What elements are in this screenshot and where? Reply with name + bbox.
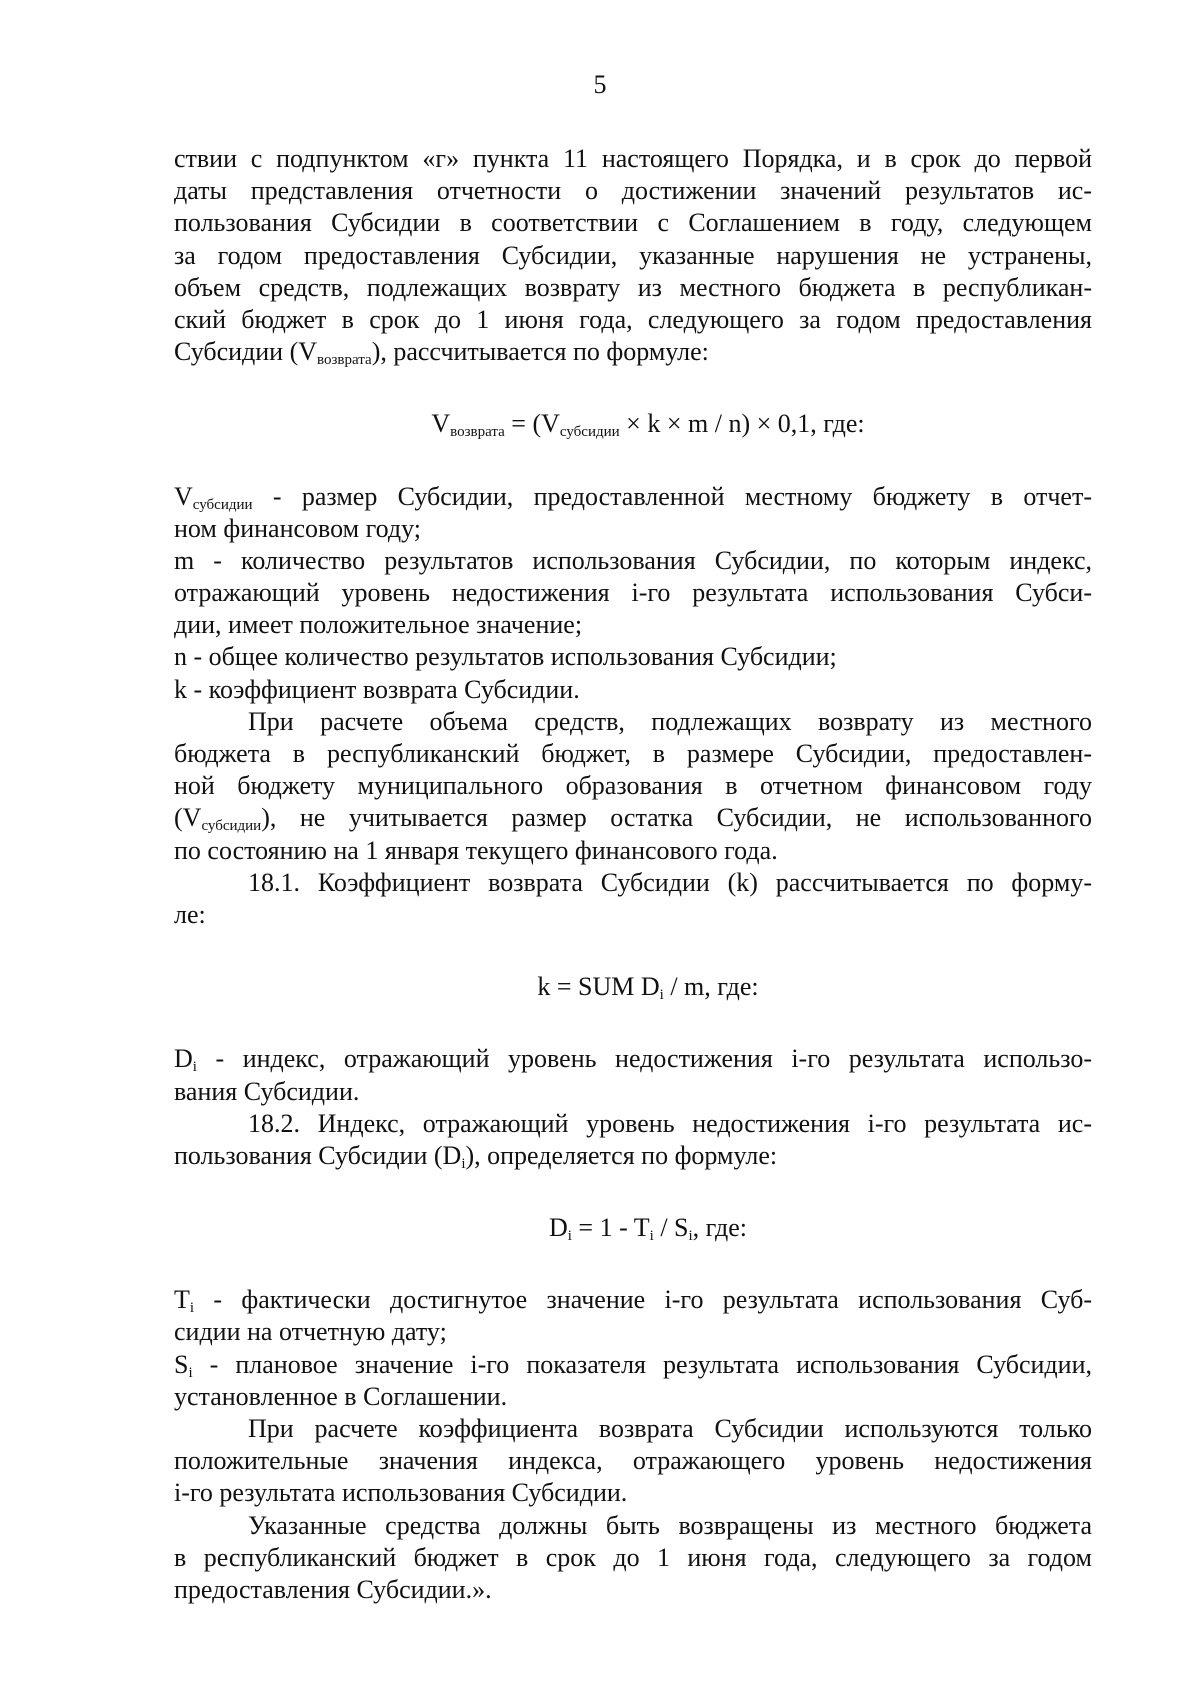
text-line: i-го результата использования Субсидии. (174, 1478, 628, 1508)
definition-k: k - коэффициент возврата Субсидии. (174, 674, 580, 704)
text-line: бюджета в республиканский бюджет, в размере Субсидии, предоставлен- (174, 739, 1092, 768)
text-line: ной бюджету муниципального образования в отчетном финансовом году (174, 771, 1092, 801)
paragraph-start: При расчете коэффициента возврата Субсидии используются только (248, 1414, 1092, 1443)
text-line: пользования Субсидии $(D_i)$, определяется по формуле: (174, 1140, 778, 1172)
text-line: пользования Субсидии в соответствии с Соглашением в году, следующем (174, 208, 1092, 238)
definition-v-subsidy: $V_{субсидии}$ - размер Субсидии, предоставленной местному бюджету в отчет- (174, 481, 1092, 513)
definition-m: m - количество результатов использования Субсидии, по которым индекс, (174, 545, 1092, 575)
text-line: по состоянию на 1 января текущего финансового года. (174, 835, 778, 865)
text-line: Субсидии $(V_{возврата})$, рассчитывается по формуле: (174, 337, 709, 369)
definition-di: $D_i$ - индекс, отражающий уровень недостижения i-го результата использо- (174, 1044, 1092, 1076)
text-line: дии, имеет положительное значение; (174, 610, 583, 640)
definition-n: n - общее количество результатов использования Субсидии; (174, 642, 837, 672)
clause-18-1: 18.1. Коэффициент возврата Субсидии (k) рассчитывается по форму- (248, 867, 1092, 897)
text-line: вания Субсидии. (174, 1076, 360, 1106)
definition-ti: $T_i$ - фактически достигнутое значение i-го результата использования Суб- (174, 1285, 1092, 1317)
text-line: установленное в Соглашении. (174, 1381, 508, 1411)
text-line: $(V_{субсидии})$, не учитывается размер остатка Субсидии, не использованного (174, 803, 1092, 835)
paragraph-start: При расчете объема средств, подлежащих возврату из местного (248, 706, 1092, 736)
text-line: в республиканский бюджет в срок до 1 июня года, следующего за годом (174, 1542, 1092, 1572)
text-line: за годом предоставления Субсидии, указанные нарушения не устранены, (174, 240, 1092, 270)
page-number: 5 (593, 70, 607, 99)
text-line: отражающий уровень недостижения i-го результата использования Субси- (174, 578, 1092, 608)
text-line: сидии на отчетную дату; (174, 1317, 447, 1347)
formula-v-return: $V_{возврата} = (V_{субсидии} \times k \times m / n) \times 0,1$, где: (431, 409, 865, 441)
definition-si: $S_i$ - плановое значение i-го показателя результата использования Субсидии, (174, 1349, 1092, 1381)
text-line: ном финансовом году; (174, 513, 421, 543)
text-line: предоставления Субсидии.». (174, 1574, 492, 1604)
formula-k: k = SUM $D_i$ / m, где: (537, 972, 759, 1004)
clause-18-2: 18.2. Индекс, отражающий уровень недостижения i-го результата ис- (248, 1108, 1092, 1138)
formula-di: $D_i = 1 - T_i / S_i$, где: (548, 1213, 748, 1245)
document-body (174, 143, 1092, 1606)
text-line: ле: (174, 899, 206, 929)
text-line: даты представления отчетности о достижении значений результатов ис- (174, 176, 1092, 206)
paragraph-start: Указанные средства должны быть возвращены из местного бюджета (248, 1510, 1092, 1540)
text-line: ствии с подпунктом «г» пункта 11 настоящего Порядка, и в срок до первой (174, 144, 1092, 173)
text-line: положительные значения индекса, отражающего уровень недостижения (174, 1446, 1092, 1476)
text-line: ский бюджет в срок до 1 июня года, следующего за годом предоставления (174, 304, 1092, 334)
text-line: объем средств, подлежащих возврату из местного бюджета в республикан- (174, 272, 1092, 302)
